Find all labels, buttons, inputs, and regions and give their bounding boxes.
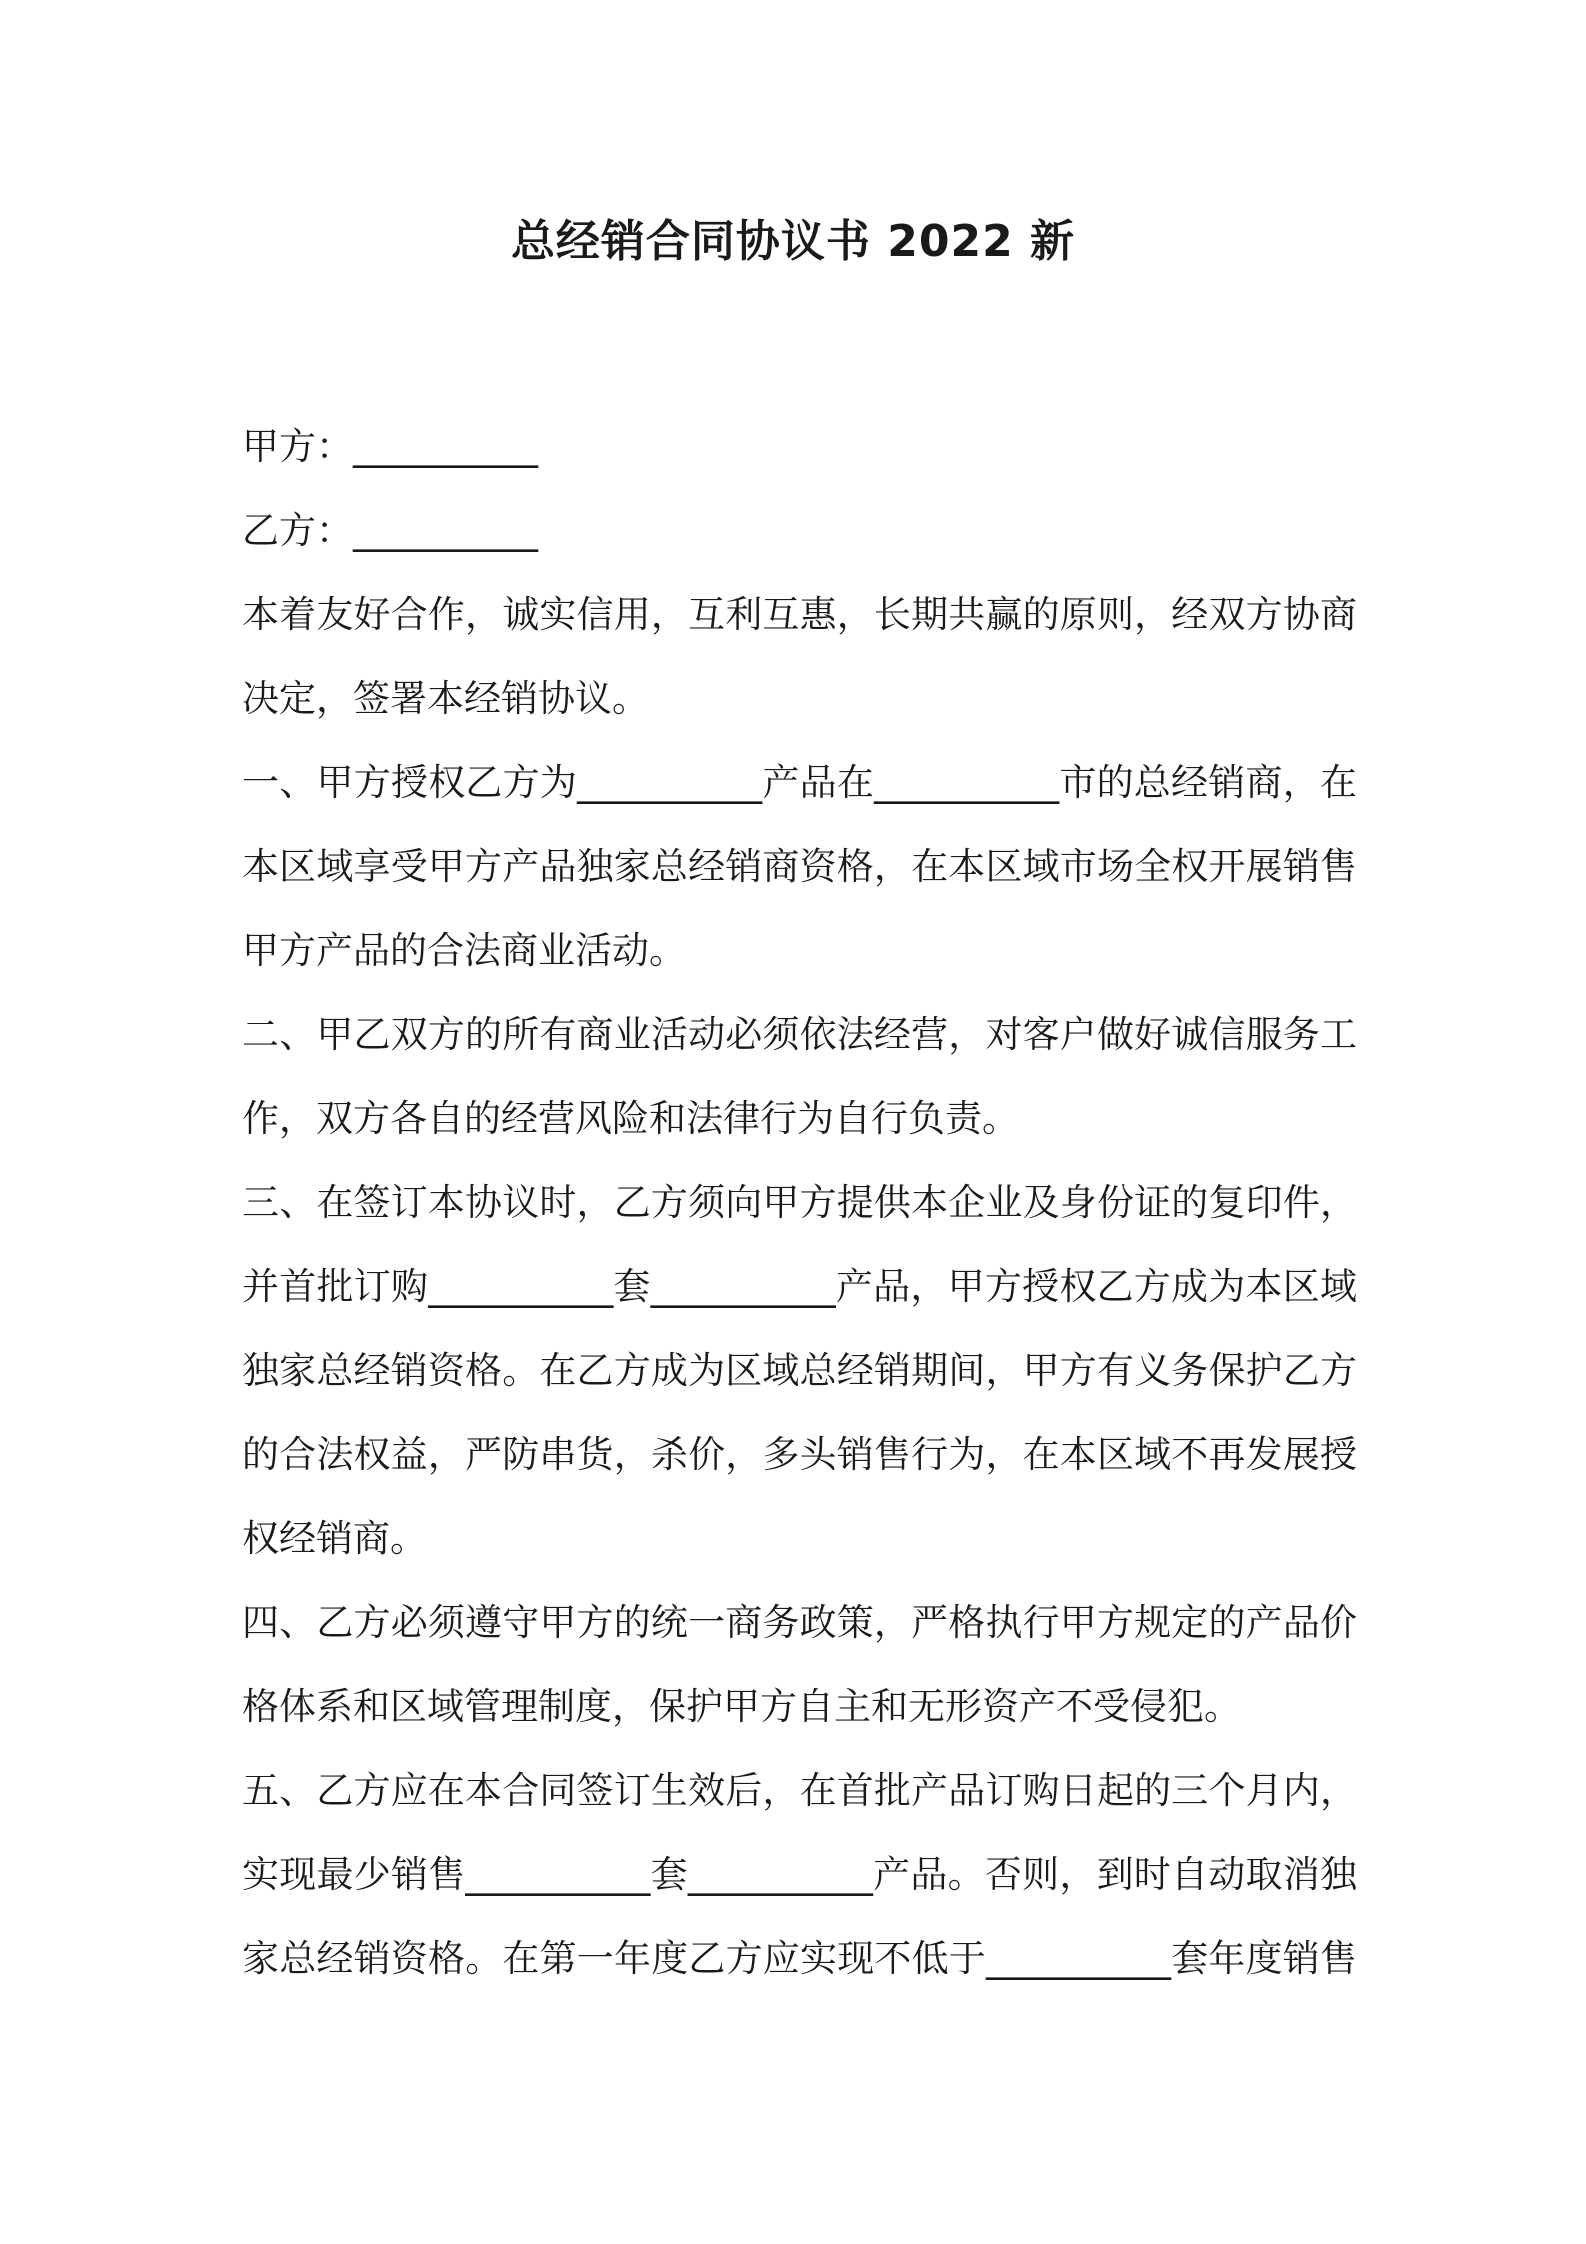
clause-3-line: 三、在签订本协议时，乙方须向甲方提供本企业及身份证的复印件， — [242, 1181, 1357, 1224]
clause-3-line: 并首批订购__________套__________产品，甲方授权乙方成为本区域 — [242, 1265, 1357, 1308]
clause-5-line: 家总经销资格。在第一年度乙方应实现不低于__________套年度销售 — [242, 1937, 1357, 1980]
clause-4-line: 格体系和区域管理制度，保护甲方自主和无形资产不受侵犯。 — [242, 1685, 1241, 1728]
clause-3-line: 独家总经销资格。在乙方成为区域总经销期间，甲方有义务保护乙方 — [242, 1349, 1357, 1392]
preamble-line: 本着友好合作，诚实信用，互利互惠，长期共赢的原则，经双方协商 — [242, 593, 1357, 636]
party-a-line: 甲方：__________ — [242, 425, 538, 468]
clause-5-line: 五、乙方应在本合同签订生效后，在首批产品订购日起的三个月内， — [242, 1769, 1357, 1812]
clause-4-line: 四、乙方必须遵守甲方的统一商务政策，严格执行甲方规定的产品价 — [242, 1601, 1357, 1644]
document-body — [242, 405, 1357, 2001]
clause-2-line: 作，双方各自的经营风险和法律行为自行负责。 — [242, 1097, 1019, 1140]
clause-5-line: 实现最少销售__________套__________产品。否则，到时自动取消独 — [242, 1853, 1357, 1896]
clause-1-line: 甲方产品的合法商业活动。 — [242, 929, 686, 972]
document-title: 总经销合同协议书 2022 新 — [510, 216, 1076, 267]
clause-1-line: 本区域享受甲方产品独家总经销商资格，在本区域市场全权开展销售 — [242, 845, 1357, 888]
clause-1-line: 一、甲方授权乙方为__________产品在__________市的总经销商，在 — [242, 761, 1357, 804]
clause-3-line: 权经销商。 — [242, 1517, 427, 1560]
clause-3-line: 的合法权益，严防串货，杀价，多头销售行为，在本区域不再发展授 — [242, 1433, 1357, 1476]
clause-2-line: 二、甲乙双方的所有商业活动必须依法经营，对客户做好诚信服务工 — [242, 1013, 1357, 1056]
party-b-line: 乙方：__________ — [242, 509, 538, 552]
preamble-line: 决定，签署本经销协议。 — [242, 677, 649, 720]
